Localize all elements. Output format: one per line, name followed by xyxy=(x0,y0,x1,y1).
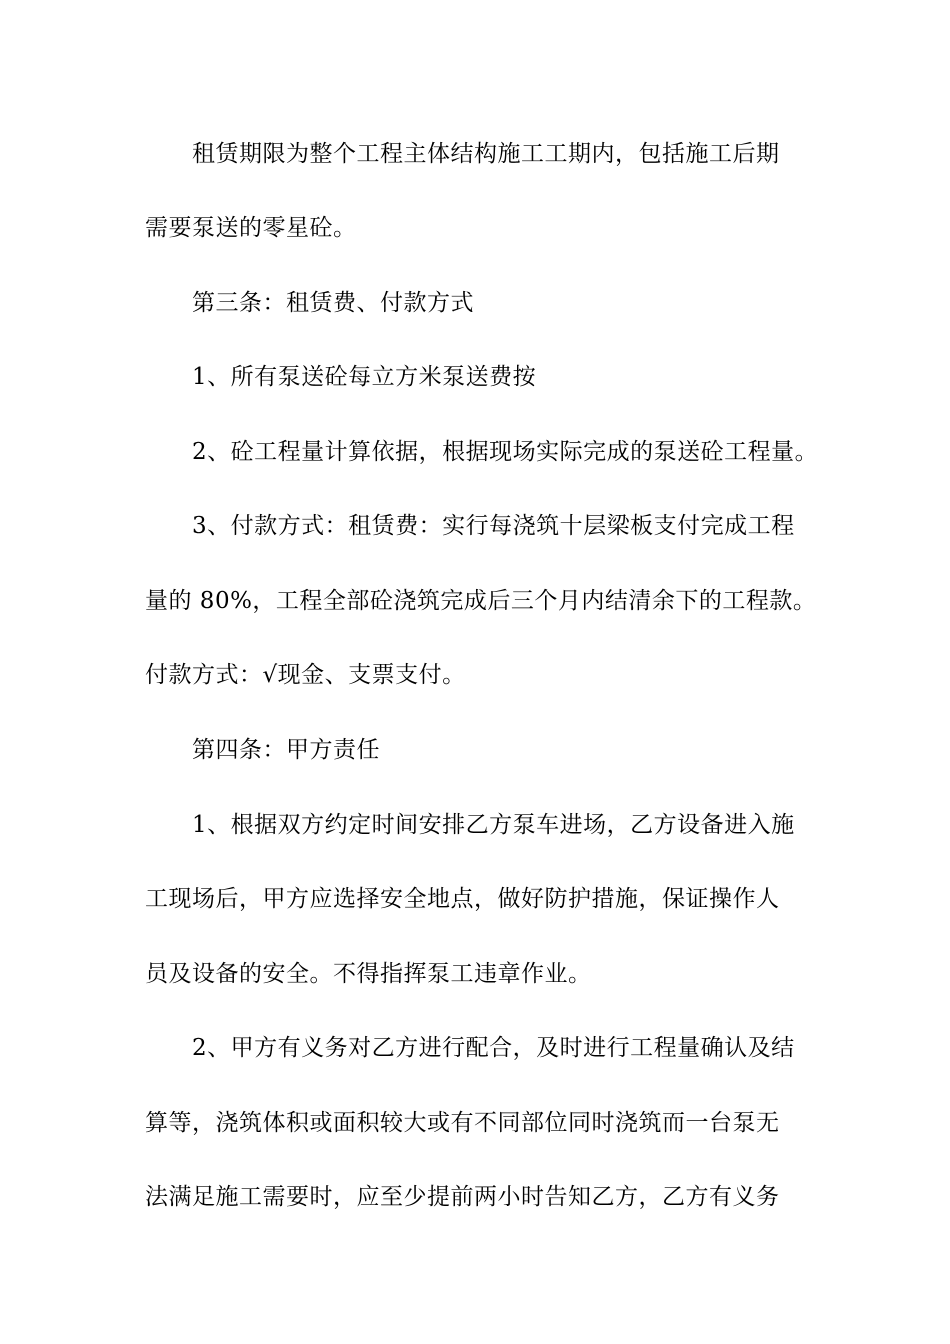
text-line: 算等，浇筑体积或面积较大或有不同部位同时浇筑而一台泵无 xyxy=(145,1110,780,1136)
text-line: 法满足施工需要时，应至少提前两小时告知乙方，乙方有义务 xyxy=(145,1184,780,1210)
text-line: 员及设备的安全。不得指挥泵工违章作业。 xyxy=(145,961,592,987)
section-heading: 第四条：甲方责任 xyxy=(192,737,380,763)
text-line: 需要泵送的零星砼。 xyxy=(145,215,357,241)
text-line: 1、根据双方约定时间安排乙方泵车进场，乙方设备进入施 xyxy=(192,812,795,838)
text-line: 2、砼工程量计算依据，根据现场实际完成的泵送砼工程量。 xyxy=(192,439,819,465)
text-line: 2、甲方有义务对乙方进行配合，及时进行工程量确认及结 xyxy=(192,1035,795,1061)
text-line: 3、付款方式：租赁费：实行每浇筑十层梁板支付完成工程 xyxy=(192,513,795,539)
section-heading: 第三条：租赁费、付款方式 xyxy=(192,290,474,316)
text-line: 租赁期限为整个工程主体结构施工工期内，包括施工后期 xyxy=(192,141,780,167)
text-line: 1、所有泵送砼每立方米泵送费按 xyxy=(192,364,537,390)
text-line: 量的 80%，工程全部砼浇筑完成后三个月内结清余下的工程款。 xyxy=(145,588,817,614)
text-line: 付款方式：√现金、支票支付。 xyxy=(145,662,466,688)
text-line: 工现场后，甲方应选择安全地点，做好防护措施，保证操作人 xyxy=(145,886,780,912)
